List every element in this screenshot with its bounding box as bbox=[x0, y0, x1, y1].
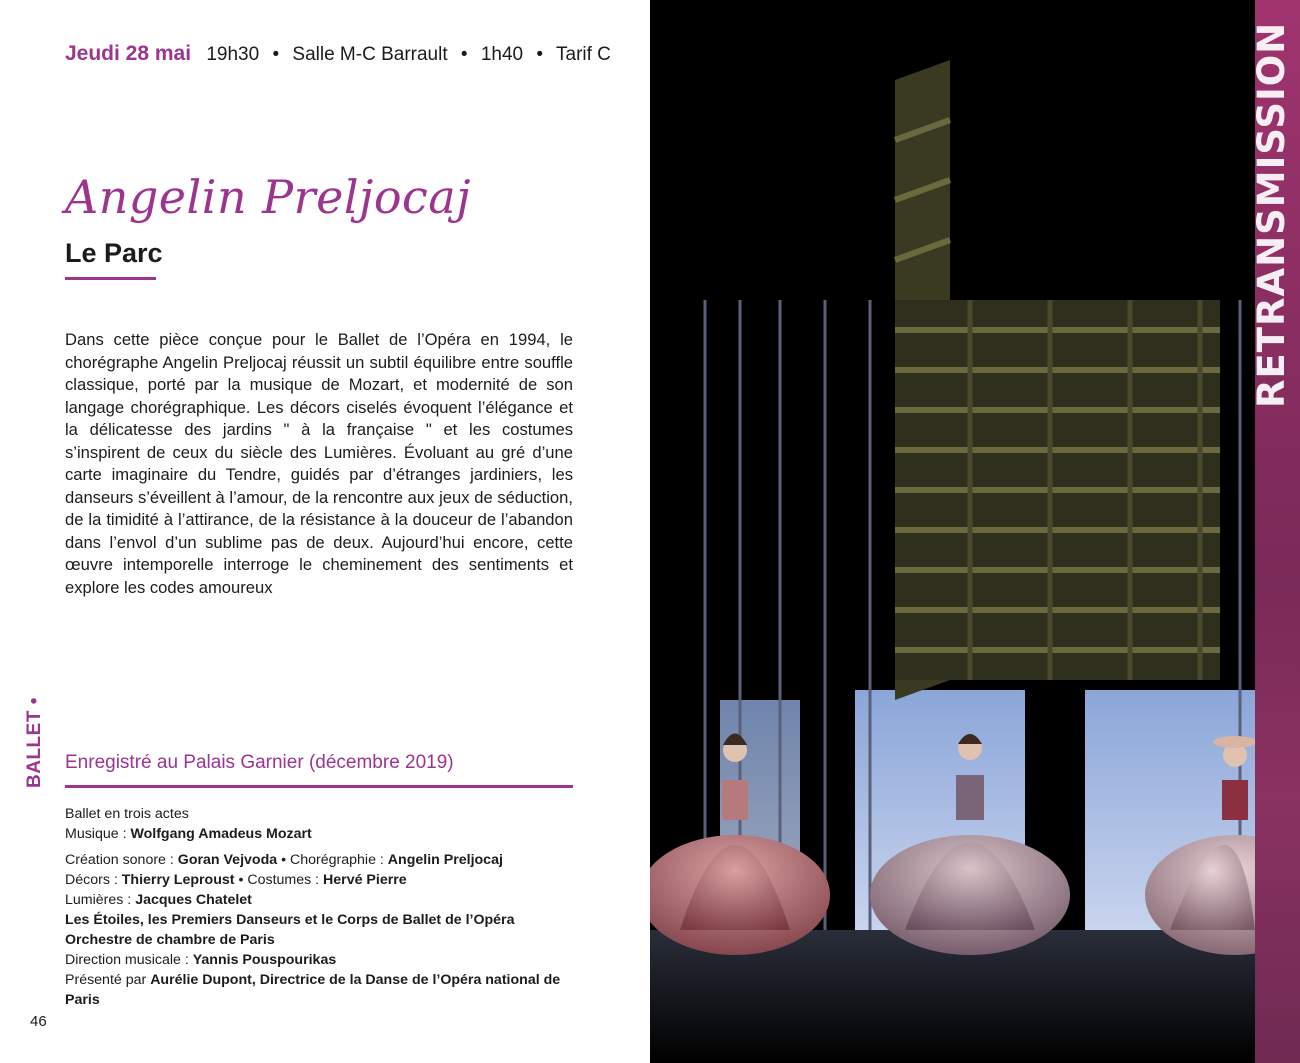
credit-decor-costumes bbox=[65, 870, 585, 890]
credits-block bbox=[65, 804, 585, 1010]
page-number: 46 bbox=[30, 1013, 47, 1030]
credit-label: Décors : bbox=[65, 872, 122, 888]
credit-value: Goran Vejvoda bbox=[177, 852, 278, 868]
credit-label: • Chorégraphie : bbox=[277, 852, 388, 868]
credit-lights bbox=[65, 890, 585, 910]
work-title: Le Parc bbox=[65, 238, 163, 268]
event-duration: 1h40 bbox=[480, 44, 524, 65]
credit-dancers bbox=[65, 910, 585, 930]
credit-value: Angelin Preljocaj bbox=[387, 852, 503, 868]
credit-value: Hervé Pierre bbox=[323, 872, 407, 888]
credit-label: Présenté par bbox=[65, 972, 151, 988]
title-underline bbox=[65, 277, 156, 280]
credit-value: Yannis Pouspourikas bbox=[192, 952, 337, 968]
separator-bullet: • bbox=[272, 44, 280, 65]
credit-format: Ballet en trois actes bbox=[65, 806, 189, 822]
event-info-line bbox=[65, 42, 611, 66]
credit-orchestra bbox=[65, 930, 585, 950]
category-label: BALLET • bbox=[24, 697, 45, 788]
credit-value: Jacques Chatelet bbox=[135, 892, 252, 908]
section-band-label: RETRANSMISSION bbox=[1250, 21, 1293, 408]
recording-info: Enregistré au Palais Garnier (décembre 2019) bbox=[65, 752, 454, 773]
credit-value: Thierry Leproust bbox=[121, 872, 235, 888]
credit-value: Aurélie Dupont, Directrice de la Danse de l’Opéra national de Paris bbox=[65, 972, 561, 1008]
stage-photo-illustration bbox=[650, 0, 1255, 1063]
credit-value: Orchestre de chambre de Paris bbox=[65, 932, 275, 948]
credit-value: Les Étoiles, les Premiers Danseurs et le Corps de Ballet de l’Opéra bbox=[65, 912, 515, 928]
artist-name: Angelin Preljocaj bbox=[65, 170, 471, 224]
credit-sound-choreo bbox=[65, 850, 585, 870]
credit-direction bbox=[65, 950, 585, 970]
credit-label: Création sonore : bbox=[65, 852, 178, 868]
event-date: Jeudi 28 mai bbox=[65, 42, 192, 65]
event-venue: Salle M-C Barrault bbox=[292, 44, 448, 65]
event-tarif: Tarif C bbox=[556, 44, 611, 65]
stage-photo bbox=[650, 0, 1255, 1063]
credit-label: Musique : bbox=[65, 826, 131, 842]
credit-presented bbox=[65, 970, 585, 1010]
credit-label: Lumières : bbox=[65, 892, 136, 908]
separator-bullet: • bbox=[460, 44, 468, 65]
description-paragraph: Dans cette pièce conçue pour le Ballet de l’Opéra en 1994, le chorégraphe Angelin Preljocaj réussit un subtil équilibre entre souffle classique, porté par la musique de Mozart, et modernité de son langage chorégraphique. Les décors ciselés évoquent l’élégance et la délicatesse des jardins " à la française " et les costumes s’inspirent de ceux du siècle des Lumières. Évoluant au gré d’une carte imaginaire du Tendre, guidés par d’étranges jardiniers, les danseurs s’éveillent à l’amour, de la rencontre aux jeux de séduction, de la timidité à l’attirance, de la résistance à la douceur de l’abandon dans l’envol d’un sublime pas de deux. Aujourd’hui encore, cette œuvre intemporelle interroge le cheminement des sentiments et explore les codes amoureux bbox=[65, 330, 573, 597]
event-time: 19h30 bbox=[206, 44, 260, 65]
credit-label: • Costumes : bbox=[234, 872, 324, 888]
separator-bullet: • bbox=[536, 44, 544, 65]
recording-divider bbox=[65, 785, 573, 788]
credit-value: Wolfgang Amadeus Mozart bbox=[130, 826, 312, 842]
credit-music bbox=[65, 824, 585, 844]
credit-label: Direction musicale : bbox=[65, 952, 193, 968]
